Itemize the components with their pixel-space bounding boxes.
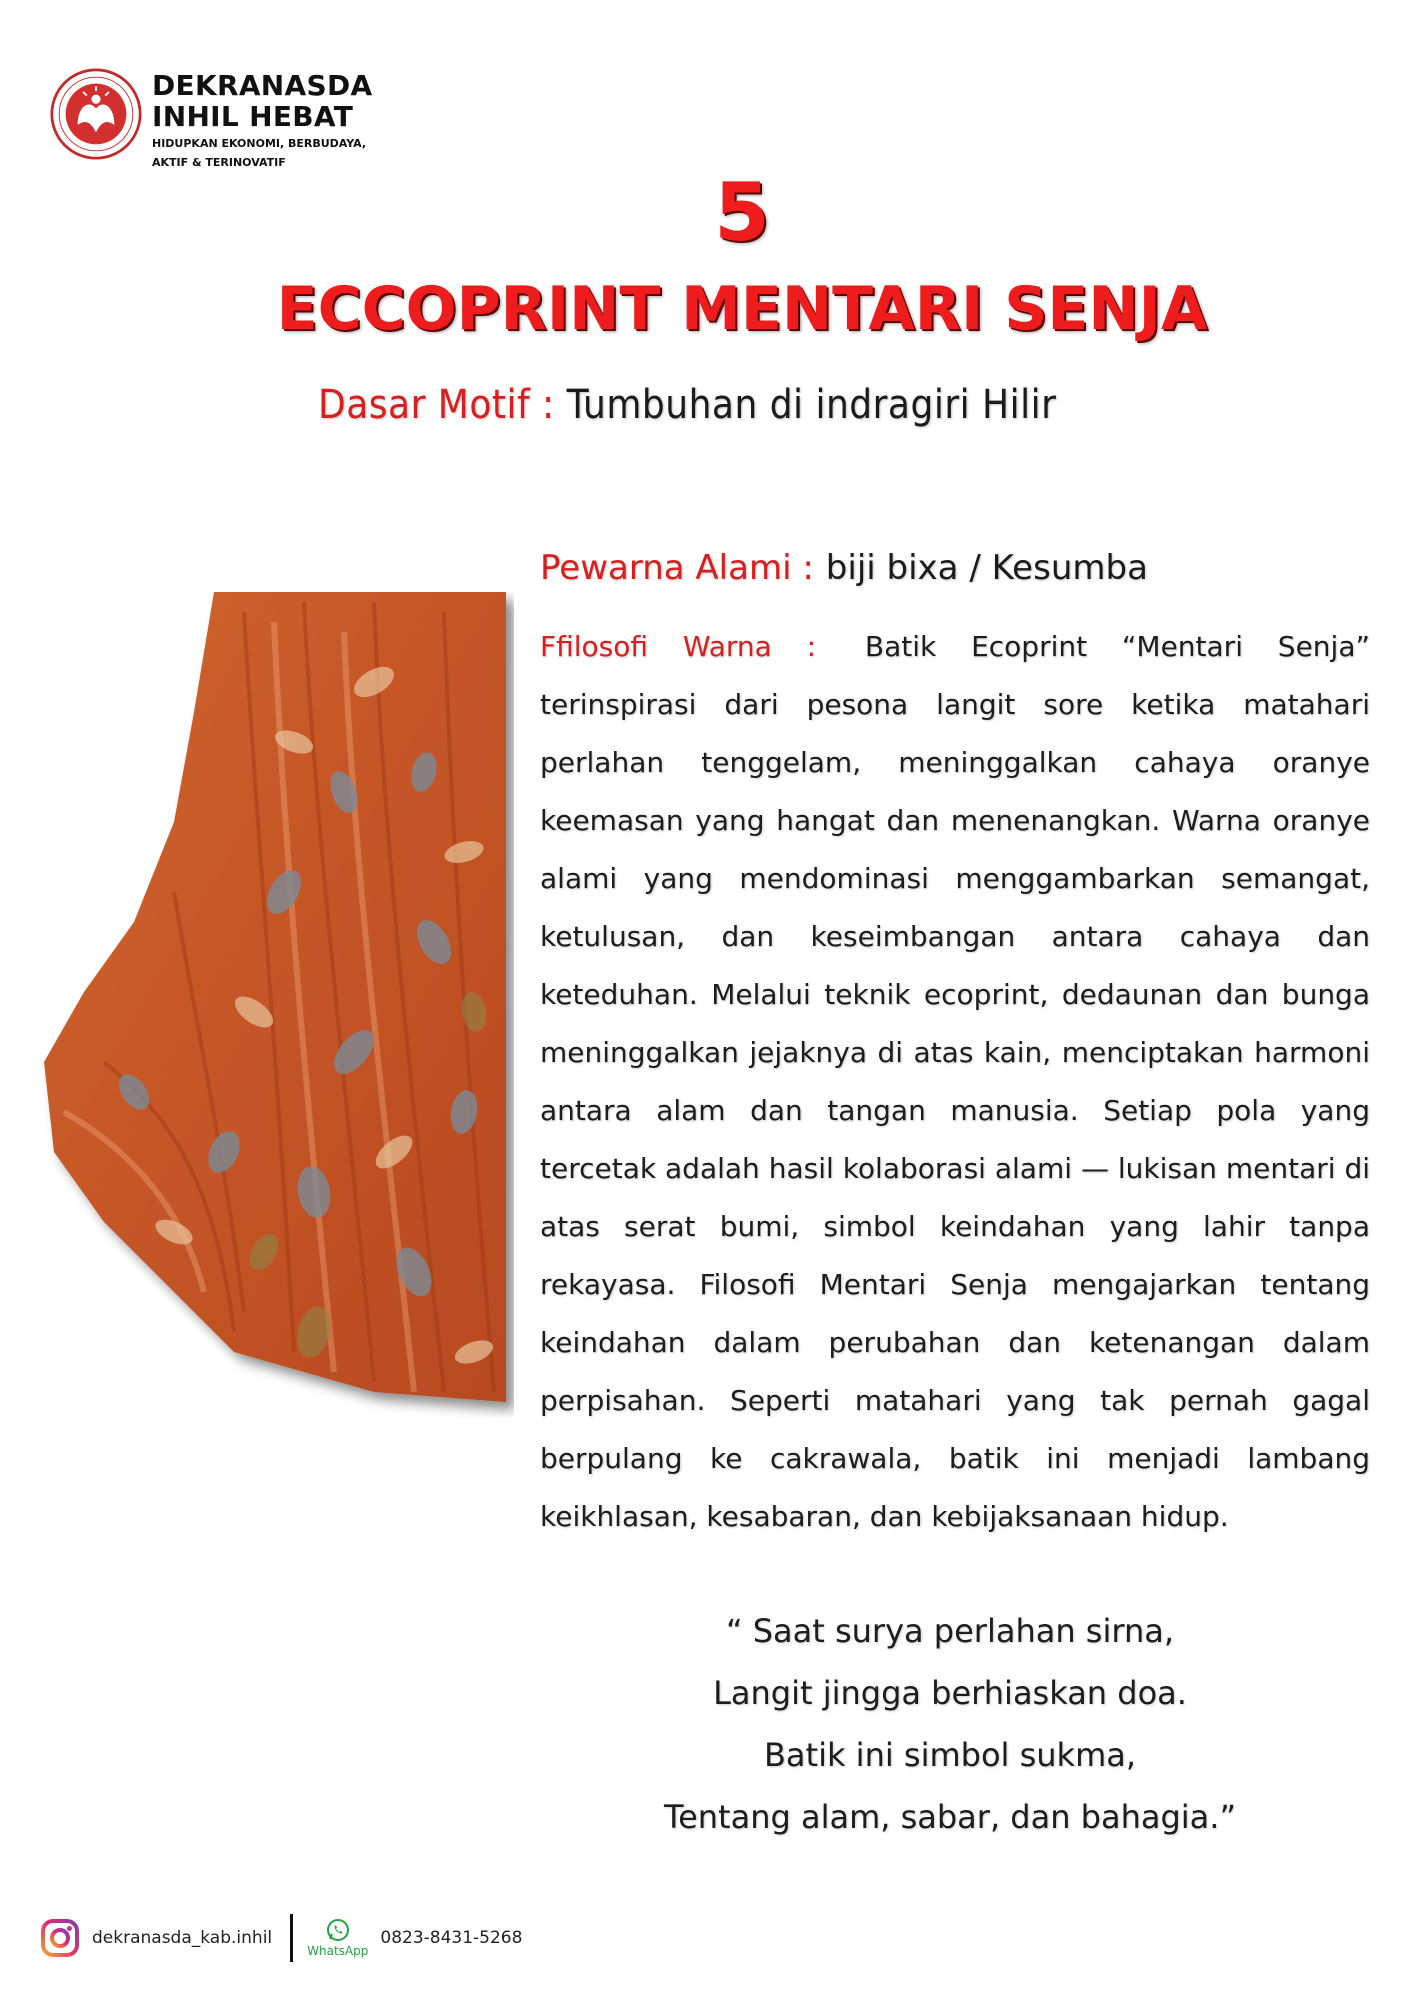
whatsapp-badge[interactable] xyxy=(307,1918,368,1958)
motif-label: Dasar Motif : xyxy=(318,382,555,428)
org-name-line1: DEKRANASDA xyxy=(152,69,373,102)
motif-value: Tumbuhan di indragiri Hilir xyxy=(566,382,1057,428)
whatsapp-label: WhatsApp xyxy=(307,1944,369,1958)
pewarna-line xyxy=(540,545,1148,591)
motif-line xyxy=(318,378,1056,432)
quote-line: Langit jingga berhiaskan doa. xyxy=(713,1674,1187,1712)
org-name-line2: INHIL HEBAT xyxy=(152,100,354,133)
page-title: ECCOPRINT MENTARI SENJA xyxy=(276,274,1208,344)
quote-line: Tentang alam, sabar, dan bahagia.” xyxy=(663,1798,1237,1836)
item-number: 5 xyxy=(714,166,770,259)
instagram-handle[interactable]: dekranasda_kab.inhil xyxy=(92,1928,273,1948)
fabric-photo xyxy=(44,592,514,1418)
footer xyxy=(40,1908,522,1968)
closing-quote xyxy=(600,1600,1300,1848)
phone-number[interactable]: 0823-8431-5268 xyxy=(380,1928,523,1948)
instagram-icon[interactable] xyxy=(40,1918,80,1958)
whatsapp-icon xyxy=(326,1918,350,1942)
filosofi-paragraph xyxy=(540,618,1370,1546)
dekranasda-logo xyxy=(50,68,142,160)
quote-line: “ Saat surya perlahan sirna, xyxy=(725,1612,1175,1650)
quote-line: Batik ini simbol sukma, xyxy=(763,1736,1137,1774)
filosofi-text: Batik Ecoprint “Mentari Senja” terinspirasi dari pesona langit sore ketika matahari perlahan tenggelam, meninggalkan cahaya oranye keemasan yang hangat dan menenangkan. Warna oranye alami yang mendominasi menggambarkan semangat, ketulusan, dan keseimbangan antara cahaya dan keteduhan. Melalui teknik ecoprint, dedaunan dan bunga meninggalkan jejaknya di atas kain, menciptakan harmoni antara alam dan tangan manusia. Setiap pola yang tercetak adalah hasil kolaborasi alami — lukisan mentari di atas serat bumi, simbol keindahan yang lahir tanpa rekayasa. Filosofi Mentari Senja mengajarkan tentang keindahan dalam perubahan dan ketenangan dalam perpisahan. Seperti matahari yang tak pernah gagal berpulang ke cakrawala, batik ini menjadi lambang keikhlasan, kesabaran, dan kebijaksanaan hidup. xyxy=(540,630,1370,1533)
org-tagline-line2: AKTIF & TERINOVATIF xyxy=(152,156,286,169)
org-logo-block xyxy=(50,68,372,170)
footer-divider xyxy=(290,1914,293,1962)
pewarna-label: Pewarna Alami : xyxy=(540,548,814,588)
org-tagline-line1: HIDUPKAN EKONOMI, BERBUDAYA, xyxy=(152,137,367,150)
pewarna-value: biji bixa / Kesumba xyxy=(825,548,1148,588)
filosofi-label: Ffilosofi Warna : xyxy=(540,630,817,663)
